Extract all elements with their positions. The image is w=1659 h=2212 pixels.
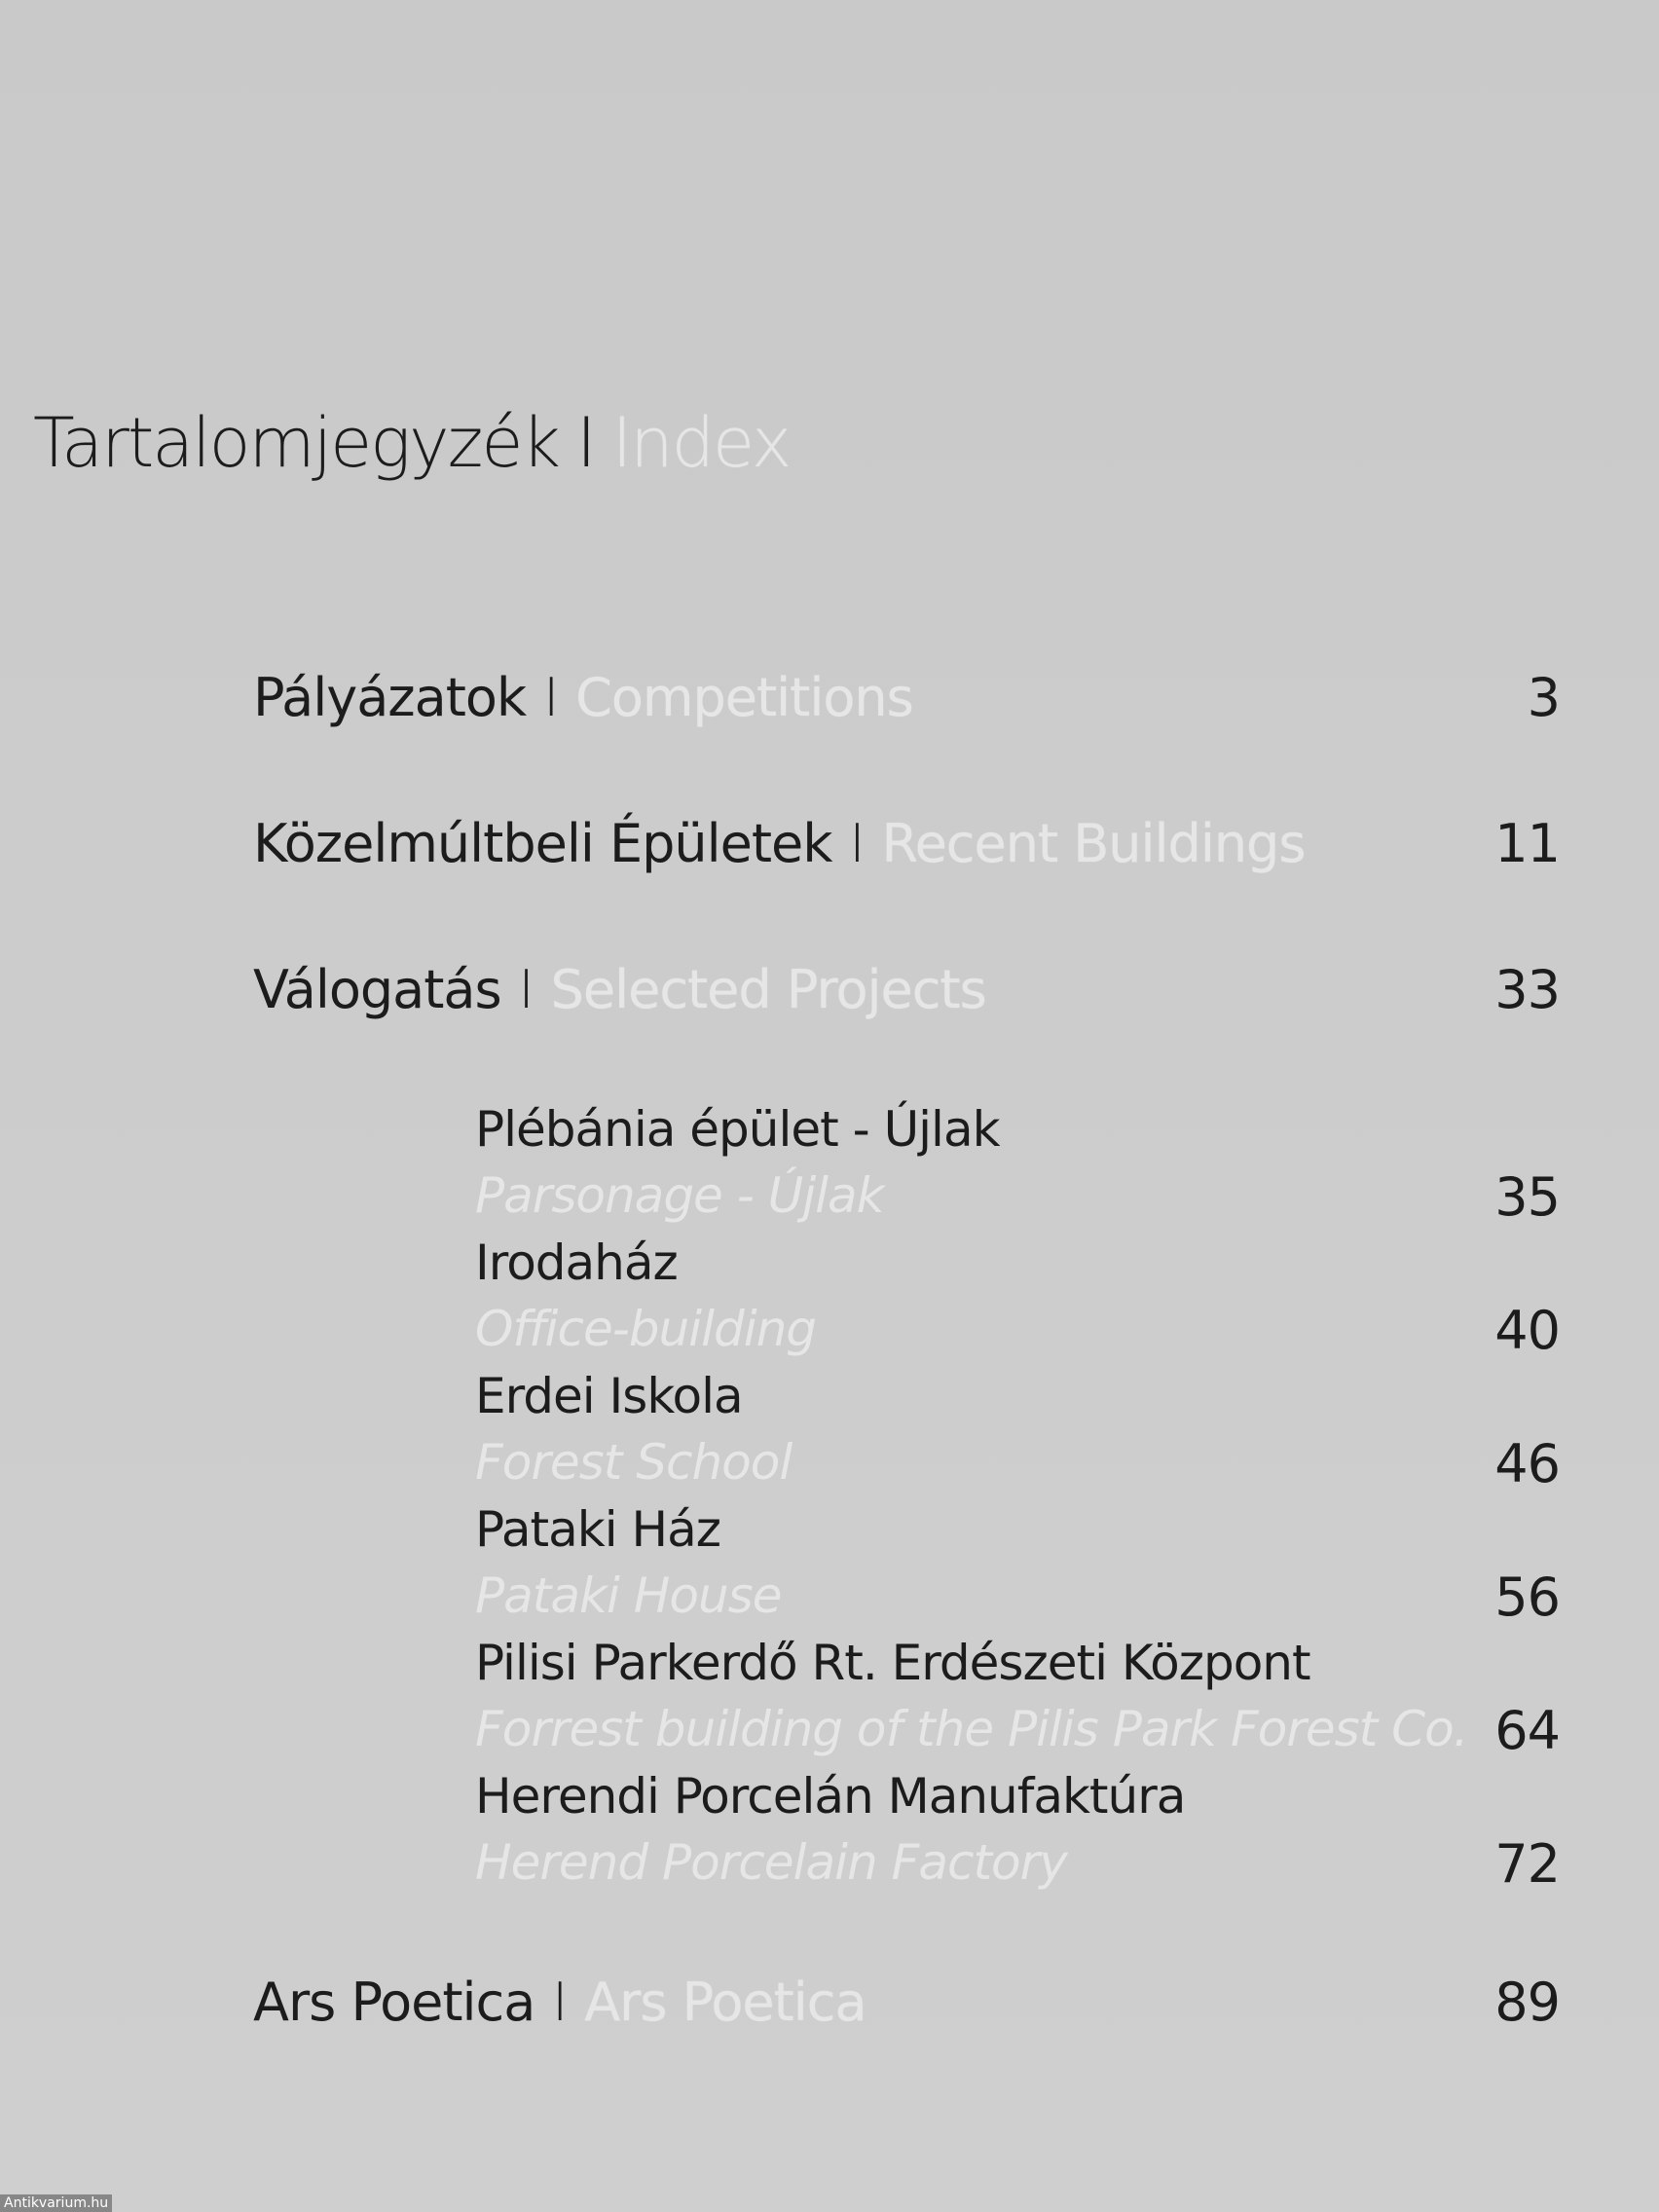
section-hu: Pályázatok (253, 667, 527, 728)
section-en: Recent Buildings (881, 813, 1306, 874)
section-hu: Válogatás (253, 959, 501, 1020)
page-number: 3 (1527, 667, 1560, 728)
section-en: Selected Projects (550, 959, 986, 1020)
toc-section-label (253, 667, 913, 728)
section-hu: Közelmúltbeli Épületek (253, 813, 832, 874)
project-title-en: Forest School (475, 1434, 793, 1491)
page-number: 11 (1494, 813, 1560, 874)
section-separator: I (849, 813, 865, 874)
toc-section-label (253, 1972, 866, 2033)
section-separator: I (543, 667, 559, 728)
toc-section-label (253, 959, 986, 1020)
title-separator: I (575, 403, 595, 483)
page-number: 46 (1494, 1433, 1560, 1494)
project-title-hu: Irodaház (475, 1235, 678, 1291)
project-title-hu: Plébánia épület - Újlak (475, 1101, 1000, 1158)
section-en: Ars Poetica (584, 1972, 866, 2033)
project-title-en: Pataki House (475, 1567, 782, 1624)
section-en: Competitions (575, 667, 913, 728)
project-title-hu: Pilisi Parkerdő Rt. Erdészeti Központ (475, 1635, 1310, 1691)
page-number: 72 (1494, 1833, 1560, 1895)
project-title-hu: Herendi Porcelán Manufaktúra (475, 1768, 1186, 1825)
project-title-en: Herend Porcelain Factory (475, 1834, 1067, 1891)
page-number: 33 (1494, 959, 1560, 1020)
section-separator: I (518, 959, 534, 1020)
page-number: 64 (1494, 1700, 1560, 1761)
page-number: 89 (1494, 1972, 1560, 2033)
page-number: 56 (1494, 1567, 1560, 1628)
page-title (33, 403, 791, 483)
title-hu: Tartalomjegyzék (33, 403, 559, 483)
section-hu: Ars Poetica (253, 1972, 535, 2033)
project-title-hu: Pataki Ház (475, 1501, 721, 1558)
section-separator: I (552, 1972, 568, 2033)
title-en: Index (611, 403, 791, 483)
project-title-en: Forrest building of the Pilis Park Forest Co. (475, 1701, 1468, 1757)
project-title-en: Office-building (475, 1301, 817, 1357)
project-title-en: Parsonage - Újlak (475, 1167, 884, 1224)
page-number: 35 (1494, 1166, 1560, 1228)
toc-section-label (253, 813, 1306, 874)
page-number: 40 (1494, 1300, 1560, 1361)
watermark: Antikvarium.hu (0, 2194, 112, 2212)
project-title-hu: Erdei Iskola (475, 1368, 743, 1424)
